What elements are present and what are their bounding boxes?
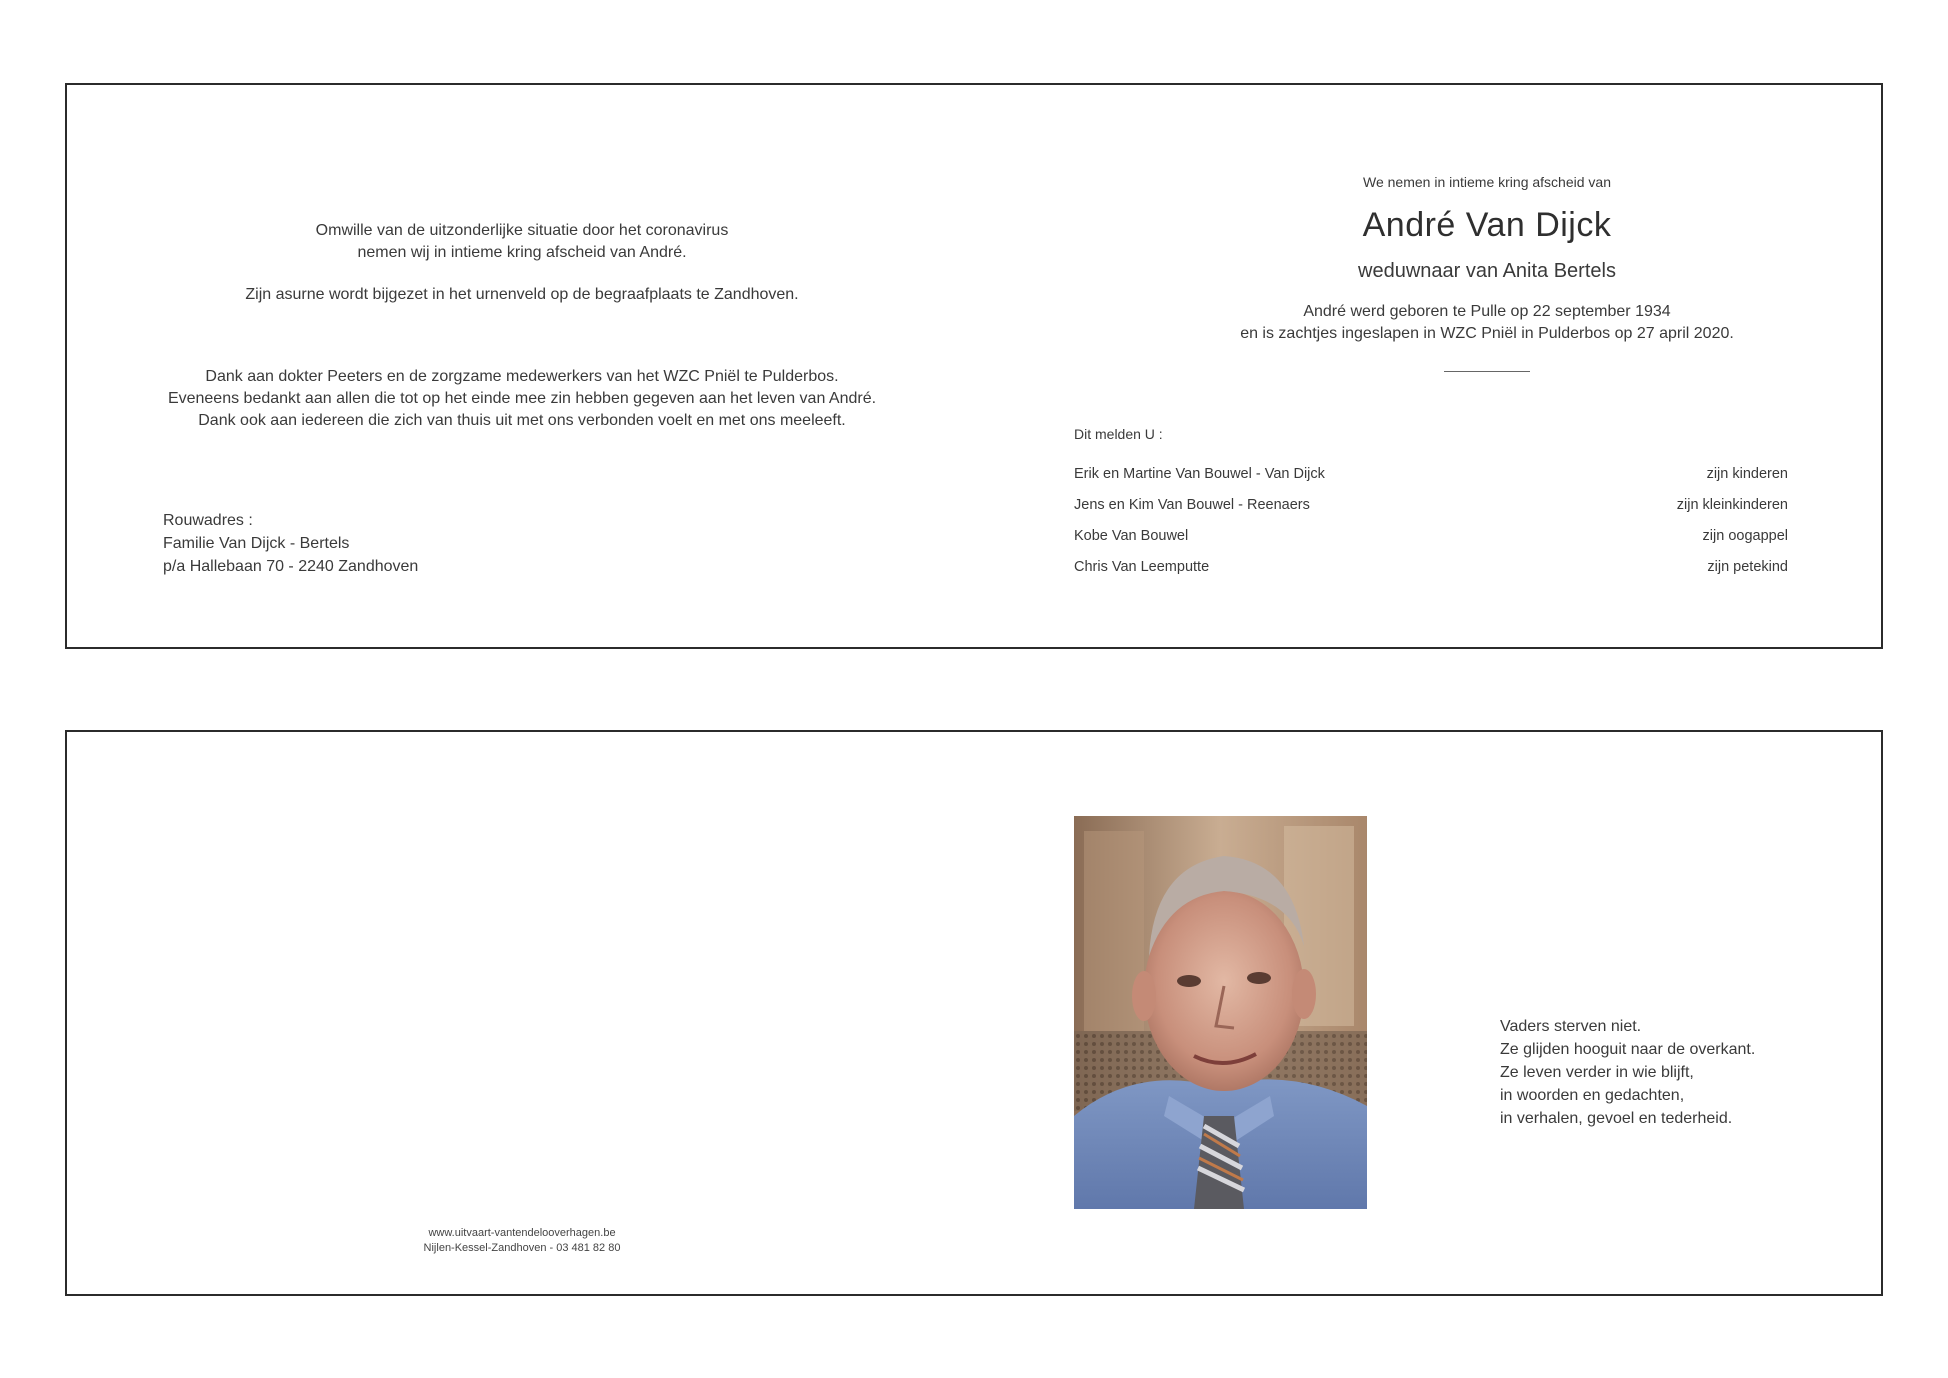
intro-line: nemen wij in intieme kring afscheid van André. bbox=[357, 244, 687, 261]
poem-line: in woorden en gedachten, bbox=[1500, 1087, 1685, 1104]
family-relation: zijn kinderen bbox=[1706, 466, 1788, 482]
intro-line: Omwille van de uitzonderlijke situatie door het coronavirus bbox=[315, 222, 729, 239]
death-line: en is zachtjes ingeslapen in WZC Pniël in Pulderbos op 27 april 2020. bbox=[1240, 325, 1734, 342]
family-row bbox=[1074, 557, 1788, 588]
family-row bbox=[1074, 495, 1788, 526]
poem-line: Ze leven verder in wie blijft, bbox=[1500, 1064, 1694, 1081]
address-label: Rouwadres : bbox=[163, 512, 253, 529]
portrait-illustration bbox=[1074, 816, 1367, 1209]
poem-line: Vaders sterven niet. bbox=[1500, 1018, 1642, 1035]
birth-line: André werd geboren te Pulle op 22 september 1934 bbox=[1303, 303, 1671, 320]
address-line: p/a Hallebaan 70 - 2240 Zandhoven bbox=[163, 558, 419, 575]
farewell-intro: We nemen in intieme kring afscheid van bbox=[1363, 174, 1611, 190]
family-names: Kobe Van Bouwel bbox=[1074, 528, 1189, 544]
life-dates bbox=[1052, 301, 1922, 345]
funeral-home-info bbox=[67, 1226, 977, 1256]
family-names: Chris Van Leemputte bbox=[1074, 559, 1210, 575]
announcement-header bbox=[1052, 172, 1922, 372]
family-row bbox=[1074, 464, 1788, 495]
divider bbox=[1444, 371, 1530, 372]
family-list bbox=[1074, 464, 1788, 588]
contact-line: Nijlen-Kessel-Zandhoven - 03 481 82 80 bbox=[423, 1242, 621, 1254]
poem bbox=[1500, 1015, 1755, 1130]
family-relation: zijn petekind bbox=[1707, 559, 1788, 575]
deceased-name: André Van Dijck bbox=[1362, 206, 1612, 244]
thanks-line: Eveneens bedankt aan allen die tot op het einde mee zin hebben gegeven aan het leven van André. bbox=[167, 390, 877, 407]
inside-spread-panel bbox=[65, 83, 1883, 649]
thanks-paragraph bbox=[67, 366, 977, 432]
family-relation: zijn kleinkinderen bbox=[1676, 497, 1788, 513]
announce-label: Dit melden U : bbox=[1074, 426, 1163, 442]
portrait-photo bbox=[1074, 816, 1367, 1209]
mourning-address bbox=[163, 509, 418, 578]
thanks-line: Dank ook aan iedereen die zich van thuis uit met ons verbonden voelt en met ons meeleeft. bbox=[198, 412, 846, 429]
widower-line: weduwnaar van Anita Bertels bbox=[1358, 260, 1616, 282]
family-row bbox=[1074, 526, 1788, 557]
poem-line: Ze glijden hooguit naar de overkant. bbox=[1500, 1041, 1756, 1058]
outside-spread-panel bbox=[65, 730, 1883, 1296]
website-line: www.uitvaart-vantendelooverhagen.be bbox=[428, 1227, 616, 1239]
family-names: Jens en Kim Van Bouwel - Reenaers bbox=[1074, 497, 1310, 513]
family-relation: zijn oogappel bbox=[1702, 528, 1788, 544]
address-line: Familie Van Dijck - Bertels bbox=[163, 535, 350, 552]
corona-notice bbox=[67, 220, 977, 306]
thanks-line: Dank aan dokter Peeters en de zorgzame medewerkers van het WZC Pniël te Pulderbos. bbox=[205, 368, 839, 385]
urn-notice: Zijn asurne wordt bijgezet in het urnenveld op de begraafplaats te Zandhoven. bbox=[245, 286, 799, 303]
poem-line: in verhalen, gevoel en tederheid. bbox=[1500, 1110, 1733, 1127]
family-names: Erik en Martine Van Bouwel - Van Dijck bbox=[1074, 466, 1325, 482]
